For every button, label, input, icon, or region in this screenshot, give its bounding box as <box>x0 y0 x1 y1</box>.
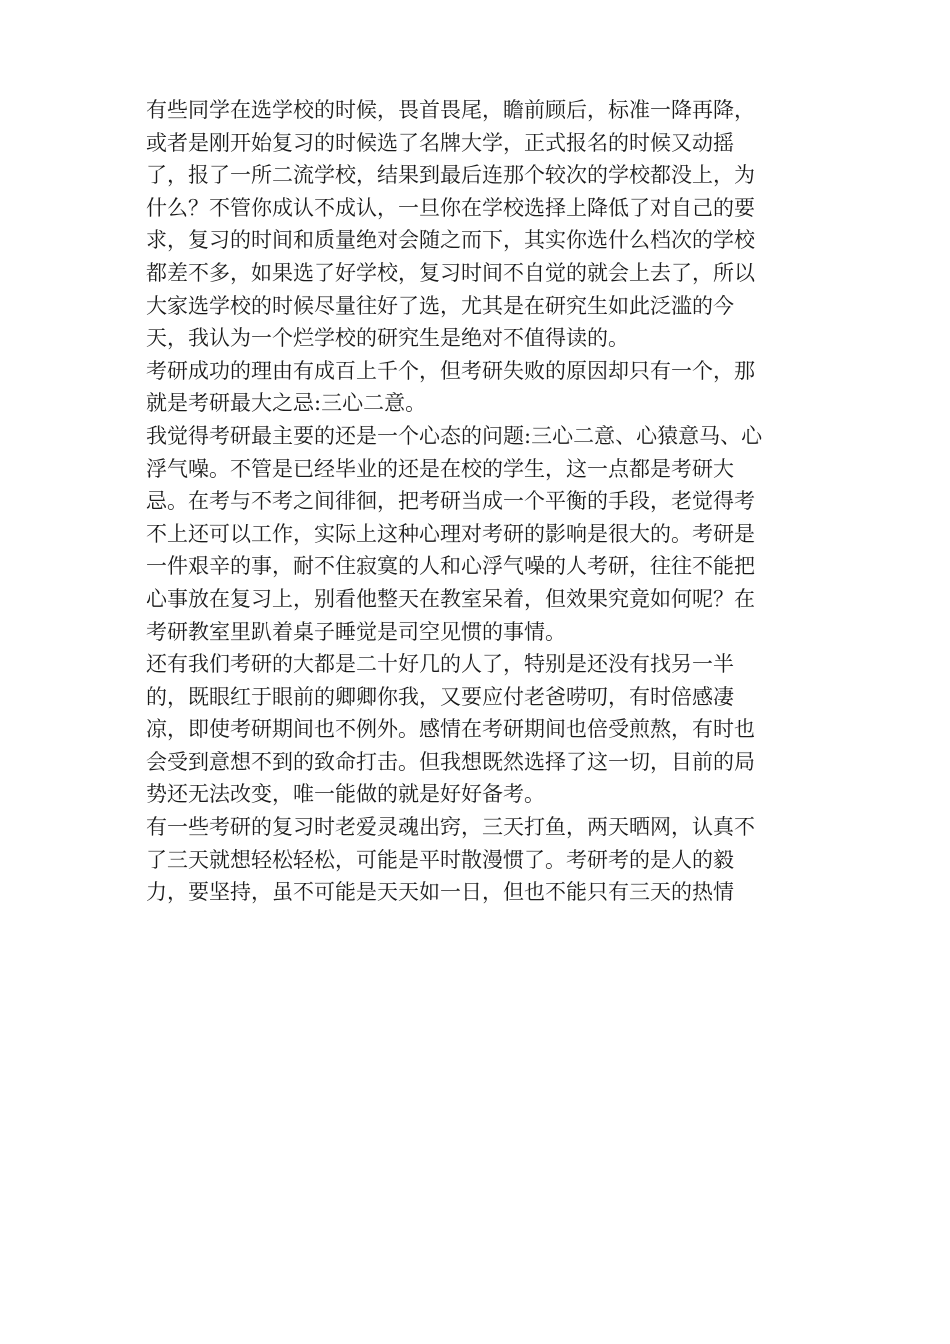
text-line: 有些同学在选学校的时候，畏首畏尾，瞻前顾后，标准一降再降， <box>146 98 755 122</box>
text-line: 就是考研最大之忌:三心二意。 <box>146 391 427 416</box>
text-line: 心事放在复习上，别看他整天在教室呆着，但效果究竟如何呢？在 <box>146 586 755 611</box>
text-line: 考研教室里趴着桌子睡觉是司空见惯的事情。 <box>146 619 566 644</box>
text-line: 一件艰辛的事，耐不住寂寞的人和心浮气噪的人考研，往往不能把 <box>146 554 755 579</box>
text-line: 势还无法改变，唯一能做的就是好好备考。 <box>146 782 545 807</box>
text-line: 有一些考研的复习时老爱灵魂出窍，三天打鱼，两天晒网，认真不 <box>146 815 755 840</box>
text-line: 大家选学校的时候尽量往好了选，尤其是在研究生如此泛滥的今 <box>146 293 734 318</box>
text-line: 还有我们考研的大都是二十好几的人了，特别是还没有找另一半 <box>146 652 734 677</box>
text-line: 我觉得考研最主要的还是一个心态的问题:三心二意、心猿意马、心 <box>146 423 763 448</box>
body-text <box>146 94 806 909</box>
text-line: 力，要坚持，虽不可能是天天如一日，但也不能只有三天的热情 <box>146 880 734 905</box>
text-line: 都差不多，如果选了好学校，复习时间不自觉的就会上去了，所以 <box>146 260 755 285</box>
text-line: 了，报了一所二流学校，结果到最后连那个较次的学校都没上，为 <box>146 163 755 188</box>
text-line: 天，我认为一个烂学校的研究生是绝对不值得读的。 <box>146 326 629 351</box>
text-line: 凉，即使考研期间也不例外。感情在考研期间也倍受煎熬，有时也 <box>146 717 755 742</box>
text-line: 考研成功的理由有成百上千个，但考研失败的原因却只有一个，那 <box>146 358 755 383</box>
text-line: 会受到意想不到的致命打击。但我想既然选择了这一切，目前的局 <box>146 749 755 774</box>
text-line: 不上还可以工作，实际上这种心理对考研的影响是很大的。考研是 <box>146 521 755 546</box>
text-line: 求，复习的时间和质量绝对会随之而下，其实你选什么档次的学校 <box>146 228 755 253</box>
text-line: 了三天就想轻松轻松，可能是平时散漫惯了。考研考的是人的毅 <box>146 847 734 872</box>
text-line: 的，既眼红于眼前的卿卿你我，又要应付老爸唠叨，有时倍感凄 <box>146 684 734 709</box>
text-line: 浮气噪。不管是已经毕业的还是在校的学生，这一点都是考研大 <box>146 456 734 481</box>
text-line: 什么？不管你成认不成认，一旦你在学校选择上降低了对自己的要 <box>146 195 755 220</box>
text-line: 忌。在考与不考之间徘徊，把考研当成一个平衡的手段，老觉得考 <box>146 489 755 514</box>
text-line: 或者是刚开始复习的时候选了名牌大学，正式报名的时候又动摇 <box>146 130 734 155</box>
